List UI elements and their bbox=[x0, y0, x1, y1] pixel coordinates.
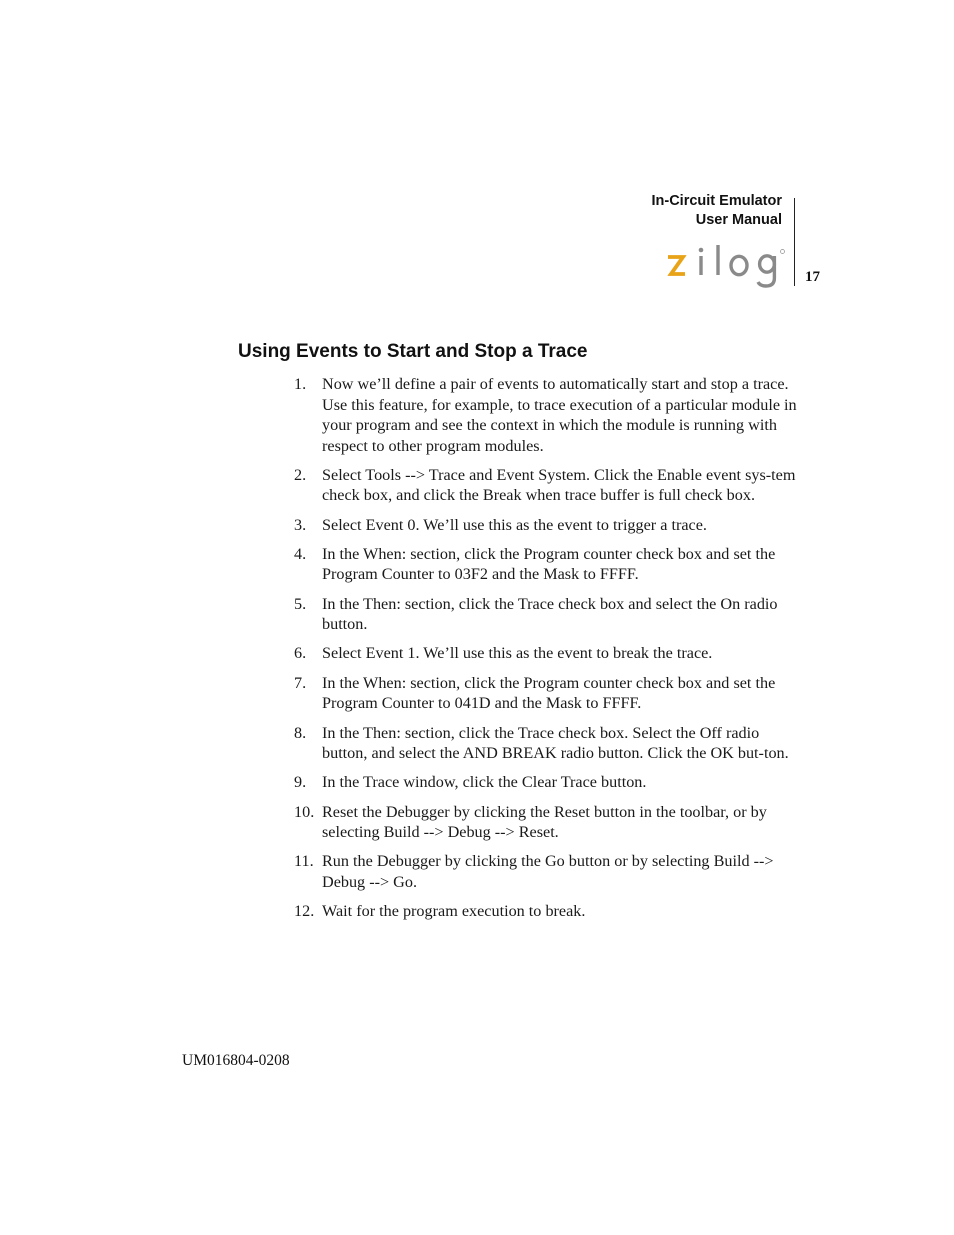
logo-letter-i bbox=[699, 256, 702, 275]
step-text: In the When: section, click the Program counter check box and set the Program Counter to 041D and the Mask to FFFF. bbox=[322, 673, 776, 713]
document-header-title bbox=[651, 192, 782, 230]
logo-letter-o bbox=[731, 256, 747, 274]
list-item bbox=[288, 643, 800, 664]
step-number: 10. bbox=[294, 802, 315, 821]
step-text: In the Then: section, click the Trace check box. Select the Off radio button, and select the AND BREAK radio button. Click the OK but-ton. bbox=[322, 723, 789, 763]
step-text: In the When: section, click the Program counter check box and set the Program Counter to 03F2 and the Mask to FFFF. bbox=[322, 544, 776, 584]
logo-letter-l bbox=[716, 245, 719, 275]
step-number: 7. bbox=[294, 673, 307, 692]
step-number: 6. bbox=[294, 644, 307, 663]
list-item bbox=[288, 465, 800, 506]
list-item bbox=[288, 901, 800, 922]
header-divider bbox=[794, 198, 795, 286]
list-item bbox=[288, 802, 800, 843]
step-text: Now we’ll define a pair of events to automatically start and stop a trace. Use this feature, for example, to trace execution of a particular module in your program and see the context in which the module is running with respect to other program modules. bbox=[322, 375, 797, 455]
zilog-logo bbox=[664, 240, 786, 290]
page-number: 17 bbox=[805, 269, 820, 285]
step-text: Reset the Debugger by clicking the Reset button in the toolbar, or by selecting Build --> Debug --> Reset. bbox=[322, 802, 767, 842]
step-text: In the Then: section, click the Trace check box and select the On radio button. bbox=[322, 594, 778, 634]
step-number: 5. bbox=[294, 594, 307, 613]
step-number: 9. bbox=[294, 773, 307, 792]
step-number: 11. bbox=[294, 852, 314, 871]
list-item bbox=[288, 673, 800, 714]
document-code: UM016804-0208 bbox=[182, 1052, 290, 1069]
list-item bbox=[288, 594, 800, 635]
list-item bbox=[288, 772, 800, 793]
list-item bbox=[288, 374, 800, 456]
list-item bbox=[288, 723, 800, 764]
step-number: 4. bbox=[294, 544, 307, 563]
step-text: In the Trace window, click the Clear Trace button. bbox=[322, 773, 647, 792]
list-item bbox=[288, 544, 800, 585]
step-number: 3. bbox=[294, 515, 307, 534]
step-number: 2. bbox=[294, 465, 307, 484]
step-text: Select Tools --> Trace and Event System. Click the Enable event sys-tem check box, and click the Break when trace buffer is full check box. bbox=[322, 465, 796, 505]
logo-letter-i-dot bbox=[699, 248, 704, 253]
header-line-product: In-Circuit Emulator bbox=[651, 193, 782, 209]
list-item bbox=[288, 851, 800, 892]
section-heading: Using Events to Start and Stop a Trace bbox=[238, 341, 588, 362]
step-text: Wait for the program execution to break. bbox=[322, 902, 586, 921]
numbered-step-list bbox=[288, 374, 800, 931]
step-text: Select Event 0. We’ll use this as the event to trigger a trace. bbox=[322, 515, 707, 534]
logo-letter-z bbox=[668, 257, 685, 274]
list-item bbox=[288, 515, 800, 536]
step-number: 8. bbox=[294, 723, 307, 742]
logo-registered-mark bbox=[781, 250, 785, 254]
step-text: Select Event 1. We’ll use this as the event to break the trace. bbox=[322, 644, 713, 663]
step-number: 12. bbox=[294, 902, 315, 921]
step-text: Run the Debugger by clicking the Go button or by selecting Build --> Debug --> Go. bbox=[322, 852, 774, 891]
step-number: 1. bbox=[294, 375, 307, 393]
logo-letter-g-bowl bbox=[760, 256, 775, 272]
header-line-manual: User Manual bbox=[695, 212, 782, 228]
